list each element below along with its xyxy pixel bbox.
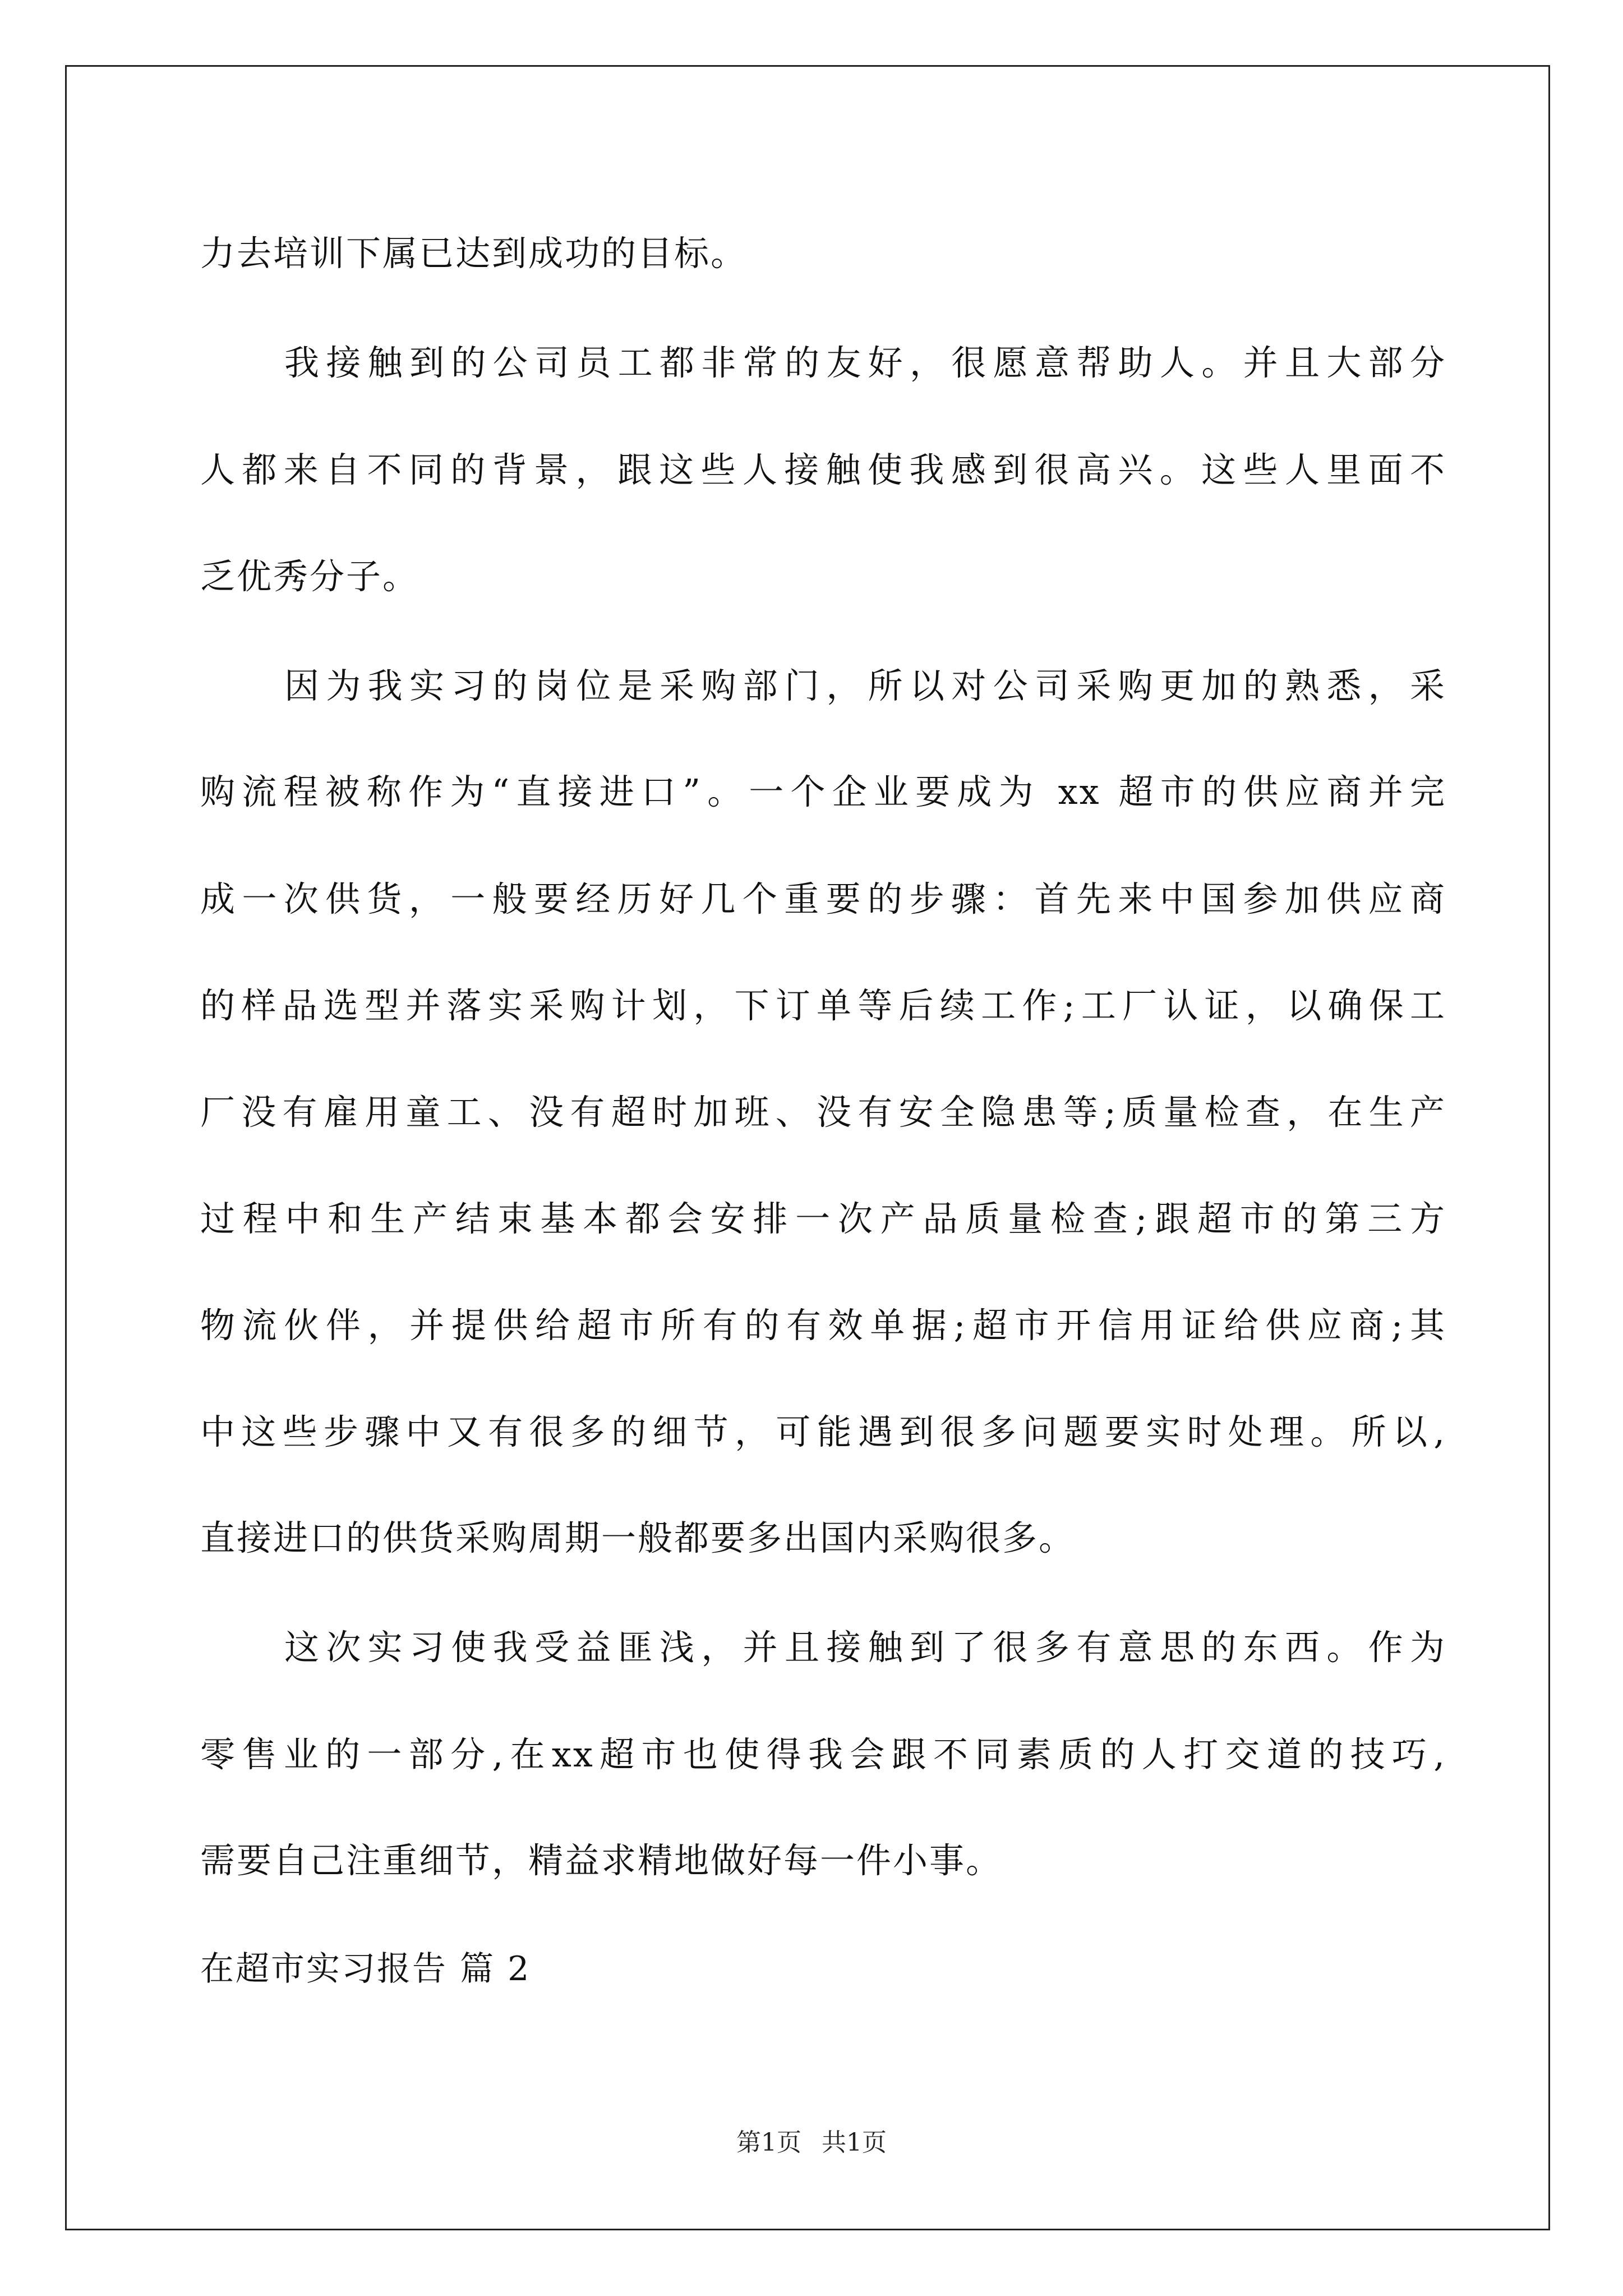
page-total: 共1页 xyxy=(822,2128,887,2157)
section-heading: 在超市实习报告 篇 2 xyxy=(200,1949,531,1989)
paragraph-line: 因为我实习的岗位是采购部门，所以对公司采购更加的熟悉，采 xyxy=(284,665,1446,706)
paragraph-line: 这次实习使我受益匪浅，并且接触到了很多有意思的东西。作为 xyxy=(284,1627,1446,1668)
paragraph-line: 乏优秀分子。 xyxy=(200,556,419,597)
paragraph-line: 直接进口的供货采购周期一般都要多出国内采购很多。 xyxy=(200,1517,1076,1558)
page-number: 第1页 xyxy=(736,2128,801,2157)
paragraph-line: 人都来自不同的背景，跟这些人接触使我感到很高兴。这些人里面不 xyxy=(200,449,1446,490)
paragraph-line: 厂没有雇用童工、没有超时加班、没有安全隐患等;质量检查，在生产 xyxy=(200,1092,1446,1133)
paragraph-line: 成一次供货，一般要经历好几个重要的步骤：首先来中国参加供应商 xyxy=(200,878,1446,919)
paragraph-line: 物流伙伴，并提供给超市所有的有效单据;超市开信用证给供应商;其 xyxy=(200,1305,1446,1346)
paragraph-line: 我接触到的公司员工都非常的友好，很愿意帮助人。并且大部分 xyxy=(284,342,1446,383)
paragraph-line: 零售业的一部分,在xx超市也使得我会跟不同素质的人打交道的技巧, xyxy=(200,1734,1446,1775)
paragraph-line: 过程中和生产结束基本都会安排一次产品质量检查;跟超市的第三方 xyxy=(200,1198,1446,1239)
paragraph-line: 的样品选型并落实采购计划，下订单等后续工作;工厂认证，以确保工 xyxy=(200,985,1446,1026)
page-footer xyxy=(0,2127,1623,2159)
paragraph-line: 力去培训下属已达到成功的目标。 xyxy=(200,233,748,274)
paragraph-line: 购流程被称作为“直接进口”。一个企业要成为 xx 超市的供应商并完 xyxy=(200,771,1446,812)
paragraph-line: 需要自己注重细节，精益求精地做好每一件小事。 xyxy=(200,1840,1003,1881)
page-border xyxy=(65,65,1550,2230)
paragraph-line: 中这些步骤中又有很多的细节，可能遇到很多问题要实时处理。所以, xyxy=(200,1411,1446,1452)
